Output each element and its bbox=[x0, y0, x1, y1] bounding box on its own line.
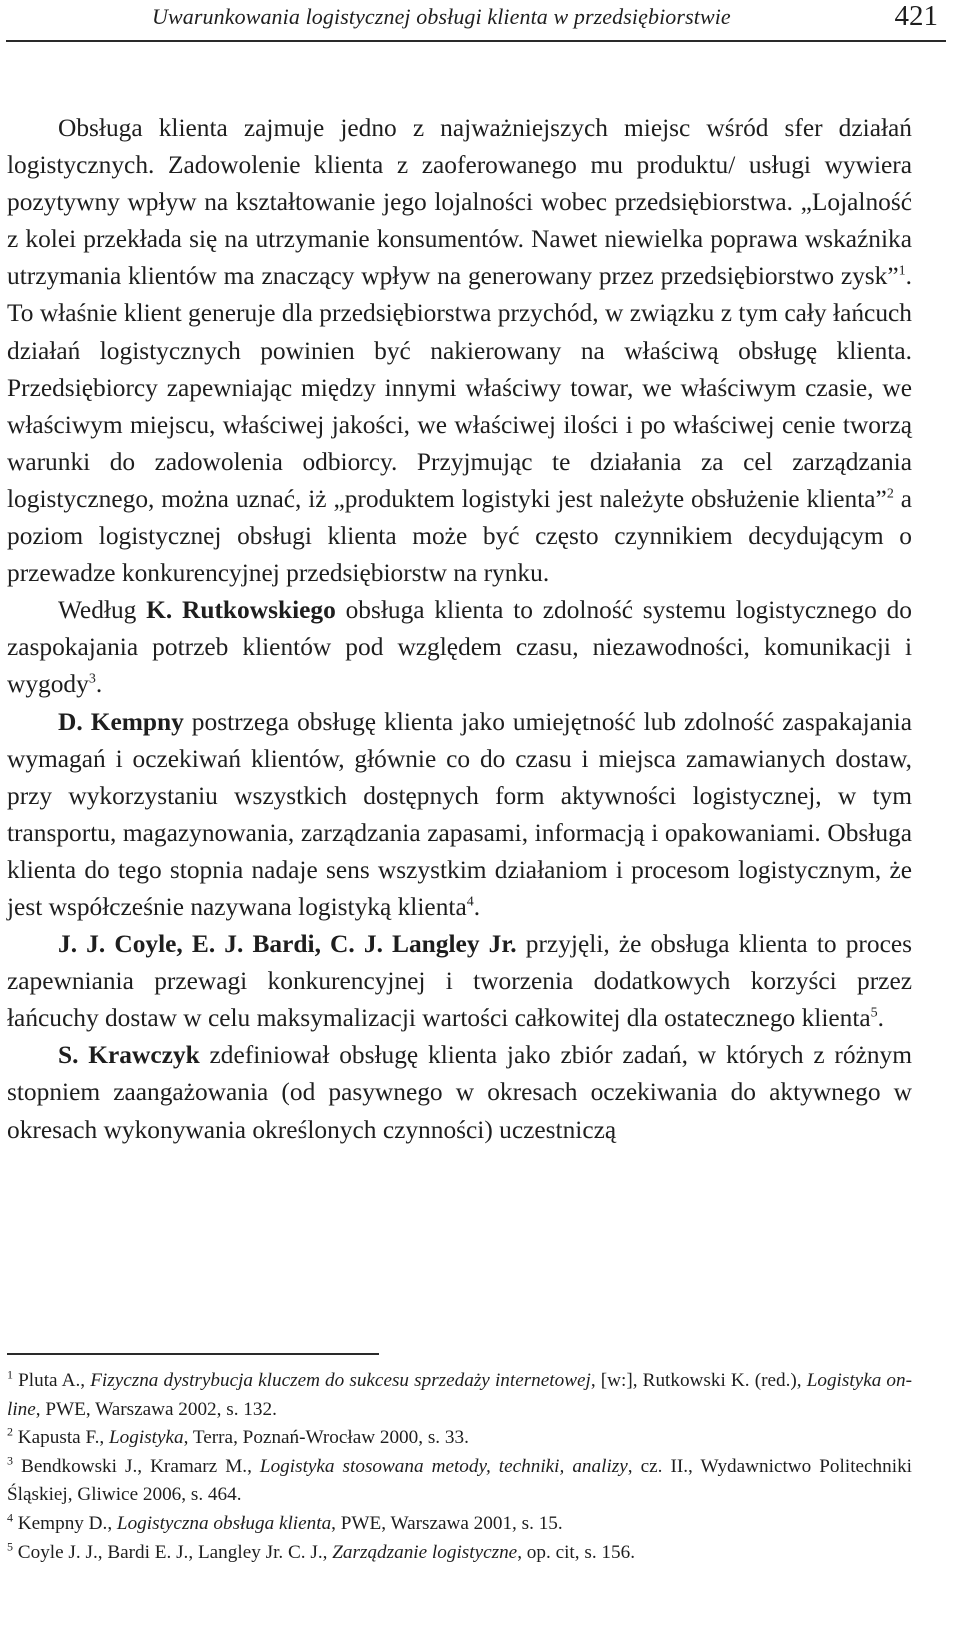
paragraph-text: a poziom logistycznej obsługi klienta może być często czynnikiem decydującym o przewadze konkurencyjnej przedsiębiorstw na rynku. bbox=[7, 484, 912, 588]
footnote-text: Bendkowski J., Kramarz M., bbox=[13, 1455, 260, 1477]
paragraph-text: przyjęli, że obsługa klienta to proces zapewniania przewagi konkurencyjnej i tworzenia dodatkowych korzyści przez łańcuchy dostaw w celu maksymalizacji wartości całkowitej dla ostatecznego klienta bbox=[7, 930, 912, 1033]
footnote-text: Coyle J. J., Bardi E. J., Langley Jr. C. J., bbox=[13, 1541, 333, 1563]
footnote-ref-1[interactable]: 1 bbox=[898, 263, 906, 279]
footnote-text: Kapusta F., bbox=[13, 1427, 109, 1449]
footnote-ref-2[interactable]: 2 bbox=[886, 486, 894, 502]
footnote-text: Pluta A., bbox=[13, 1370, 91, 1391]
footnote-4 bbox=[7, 1510, 912, 1539]
footnote-number: 2 bbox=[7, 1424, 13, 1439]
footnote-text: , op. cit, s. 156. bbox=[517, 1541, 635, 1563]
paragraph-text: zdefiniował obsługę klienta jako zbiór zadań, w których z różnym stopniem zaangażowania (od pasywnego w okresach oczekiwania do aktywnego w okresach wykonywania określonych czynności) uczestniczą bbox=[7, 1041, 912, 1144]
author-name: K. Rutkowskiego bbox=[146, 596, 336, 625]
footnote-number: 5 bbox=[7, 1539, 13, 1554]
author-name: D. Kempny bbox=[58, 707, 184, 736]
paragraph-5 bbox=[7, 1037, 912, 1148]
paragraph-text: . bbox=[473, 892, 481, 921]
footnote-ref-4[interactable]: 4 bbox=[466, 894, 474, 910]
footnote-title: Logistyczna obsługa klienta bbox=[116, 1512, 332, 1534]
footnote-2 bbox=[7, 1424, 912, 1453]
footnote-ref-3[interactable]: 3 bbox=[88, 671, 96, 687]
paragraph-text: Według bbox=[58, 596, 147, 625]
footnote-title: Fizyczna dystrybucja kluczem do sukcesu sprzedaży internetowej bbox=[90, 1370, 591, 1391]
footnote-text: , PWE, Warszawa 2002, s. 132. bbox=[35, 1398, 277, 1420]
running-title: Uwarunkowania logistycznej obsługi klienta w przedsiębiorstwie bbox=[152, 4, 731, 29]
footnote-title: Logistyka on-line bbox=[7, 1370, 912, 1420]
page-header bbox=[6, 0, 946, 42]
author-name: J. J. Coyle, E. J. Bardi, C. J. Langley Jr. bbox=[58, 930, 517, 959]
paragraph-text: postrzega obsługę klienta jako umiejętność lub zdolność zaspakajania wymagań i oczekiwań klientów, głównie co do czasu i miejsca zamawianych dostaw, przy wykorzystaniu wszystkich dostępnych form aktywności logistycznej, w tym transportu, magazynowania, zarządzania zapasami, informacją i opakowaniami. Obsługa klienta do tego stopnia nadaje sens wszystkim działaniom i procesom logistycznym, że jest współcześnie nazywana logistyką klienta bbox=[7, 707, 912, 921]
paragraph-2 bbox=[7, 592, 912, 703]
paragraph-1 bbox=[7, 110, 912, 592]
paragraph-text: . bbox=[877, 1004, 885, 1033]
paragraph-4 bbox=[7, 926, 912, 1037]
footnote-text: , cz. II., Wydawnictwo Politechniki Śląskiej, Gliwice 2006, s. 464. bbox=[7, 1455, 912, 1506]
footnote-title: Zarządzanie logistyczne bbox=[332, 1541, 518, 1563]
page-number: 421 bbox=[894, 0, 938, 32]
footnote-text: , PWE, Warszawa 2001, s. 15. bbox=[331, 1512, 563, 1534]
author-name: S. Krawczyk bbox=[58, 1041, 200, 1070]
paragraph-text: . To właśnie klient generuje dla przedsiębiorstwa przychód, w związku z tym cały łańcuch działań logistycznych powinien być nakierowany na właściwą obsługę klienta. Przedsiębiorcy zapewniając między innymi właściwy towar, we właściwym czasie, we właściwym miejscu, właściwej jakości, we właściwej ilości i po właściwej cenie tworzą warunki do zadowolenia odbiorcy. Przyjmując te działania za cel zarządzania logistycznego, można uznać, iż „produktem logistyki jest należyte obsłużenie klienta” bbox=[7, 262, 912, 513]
paragraph-text: . bbox=[95, 670, 103, 699]
footnotes bbox=[7, 1367, 912, 1567]
footnote-ref-5[interactable]: 5 bbox=[870, 1005, 878, 1021]
footnote-number: 4 bbox=[7, 1510, 13, 1525]
paragraph-3 bbox=[7, 704, 912, 927]
footnote-title: Logistyka stosowana metody, techniki, analizy bbox=[259, 1455, 628, 1477]
paragraph-text: obsługa klienta to zdolność systemu logistycznego do zaspokajania potrzeb klientów pod względem czasu, niezawodności, komunikacji i wygody bbox=[7, 596, 912, 699]
footnote-title: Logistyka bbox=[109, 1427, 184, 1449]
footnote-text: , Terra, Poznań-Wrocław 2000, s. 33. bbox=[183, 1427, 469, 1449]
footnote-1 bbox=[7, 1367, 912, 1424]
footnote-5 bbox=[7, 1539, 912, 1568]
footnote-number: 3 bbox=[7, 1453, 13, 1468]
footnote-text: Kempny D., bbox=[13, 1512, 117, 1534]
paragraph-text: Obsługa klienta zajmuje jedno z najważniejszych miejsc wśród sfer działań logistycznych. Zadowolenie klienta z zaoferowanego mu produktu/ usługi wywiera pozytywny wpływ na kształtowanie jego lojalności wobec przedsiębiorstwa. „Lojalność z kolei przekłada się na utrzymanie konsumentów. Nawet niewielka poprawa wskaźnika utrzymania klientów ma znaczący wpływ na generowany przez przedsiębiorstwo zysk” bbox=[7, 114, 912, 291]
footnote-number: 1 bbox=[7, 1367, 13, 1382]
body-text bbox=[7, 110, 912, 1149]
footnote-divider bbox=[7, 1353, 379, 1355]
footnote-3 bbox=[7, 1453, 912, 1510]
footnote-text: , [w:], Rutkowski K. (red.), bbox=[590, 1370, 807, 1391]
